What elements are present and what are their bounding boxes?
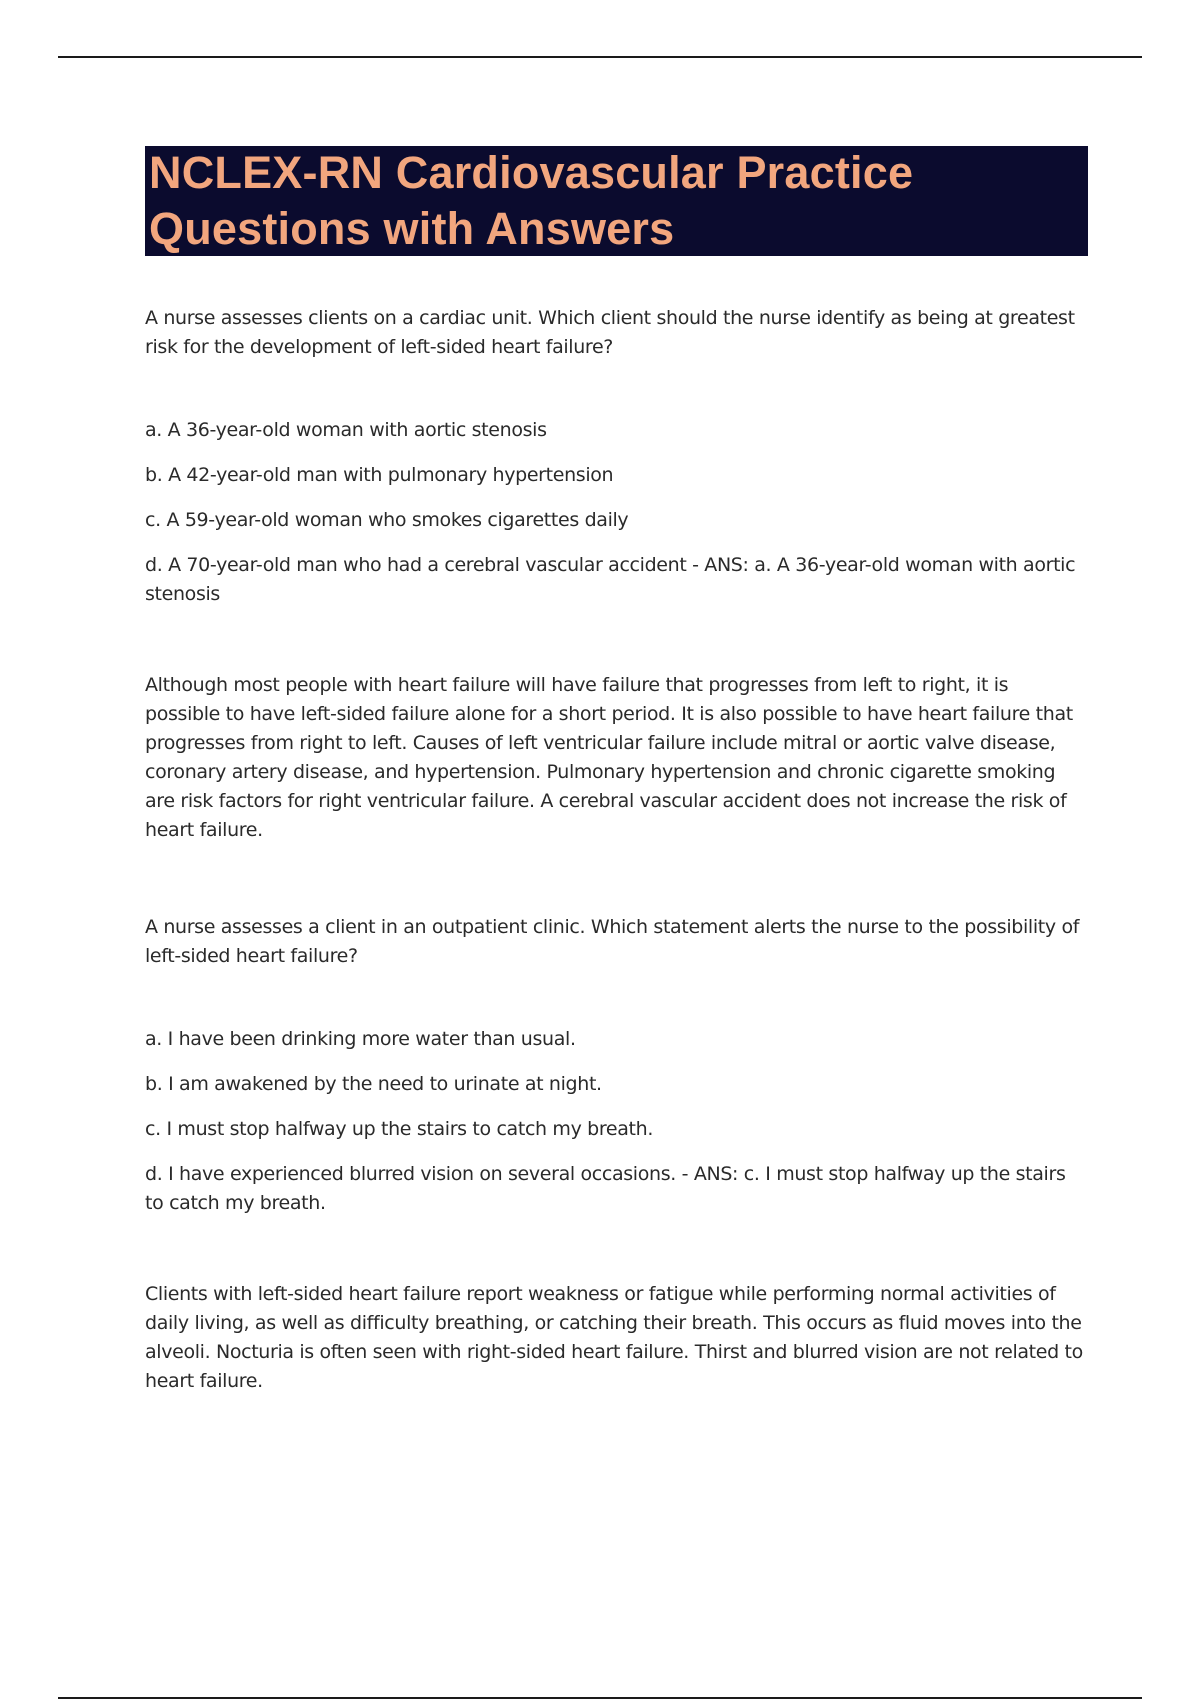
question-block-1 [145,304,1088,845]
option-b: b. I am awakened by the need to urinate at night. [145,1073,602,1095]
option-b: b. A 42-year-old man with pulmonary hypertension [145,464,614,486]
question-stem: A nurse assesses a client in an outpatient clinic. Which statement alerts the nurse to the possibility of left-sided heart failure? [145,916,1080,967]
answer-options [145,1025,1088,1218]
page-top-rule [58,56,1142,58]
answer-options [145,416,1088,609]
question-block-2 [145,913,1088,1396]
option-d-with-answer: d. A 70-year-old man who had a cerebral vascular accident - ANS: a. A 36-year-old woman with aortic stenosis [145,554,1076,605]
option-a: a. I have been drinking more water than usual. [145,1028,576,1050]
option-c: c. I must stop halfway up the stairs to catch my breath. [145,1118,654,1140]
option-c: c. A 59-year-old woman who smokes cigarettes daily [145,509,629,531]
answer-explanation: Although most people with heart failure will have failure that progresses from left to right, it is possible to have left-sided failure alone for a short period. It is also possible to have heart failure that progresses from right to left. Causes of left ventricular failure include mitral or aortic valve disease, coronary artery disease, and hypertension. Pulmonary hypertension and chronic cigarette smoking are risk factors for right ventricular failure. A cerebral vascular accident does not increase the risk of heart failure. [145,674,1073,841]
answer-explanation: Clients with left-sided heart failure report weakness or fatigue while performing normal activities of daily living, as well as difficulty breathing, or catching their breath. This occurs as fluid moves into the alveoli. Nocturia is often seen with right-sided heart failure. Thirst and blurred vision are not related to heart failure. [145,1283,1083,1392]
option-d-with-answer: d. I have experienced blurred vision on several occasions. - ANS: c. I must stop halfway up the stairs to catch my breath. [145,1163,1066,1214]
title-banner [145,146,1088,256]
option-a: a. A 36-year-old woman with aortic stenosis [145,419,547,441]
document-title: NCLEX-RN Cardiovascular Practice Questions with Answers [149,147,914,254]
page-bottom-rule [58,1697,1142,1699]
question-stem: A nurse assesses clients on a cardiac unit. Which client should the nurse identify as being at greatest risk for the development of left-sided heart failure? [145,307,1075,358]
document-body [145,146,1088,1396]
